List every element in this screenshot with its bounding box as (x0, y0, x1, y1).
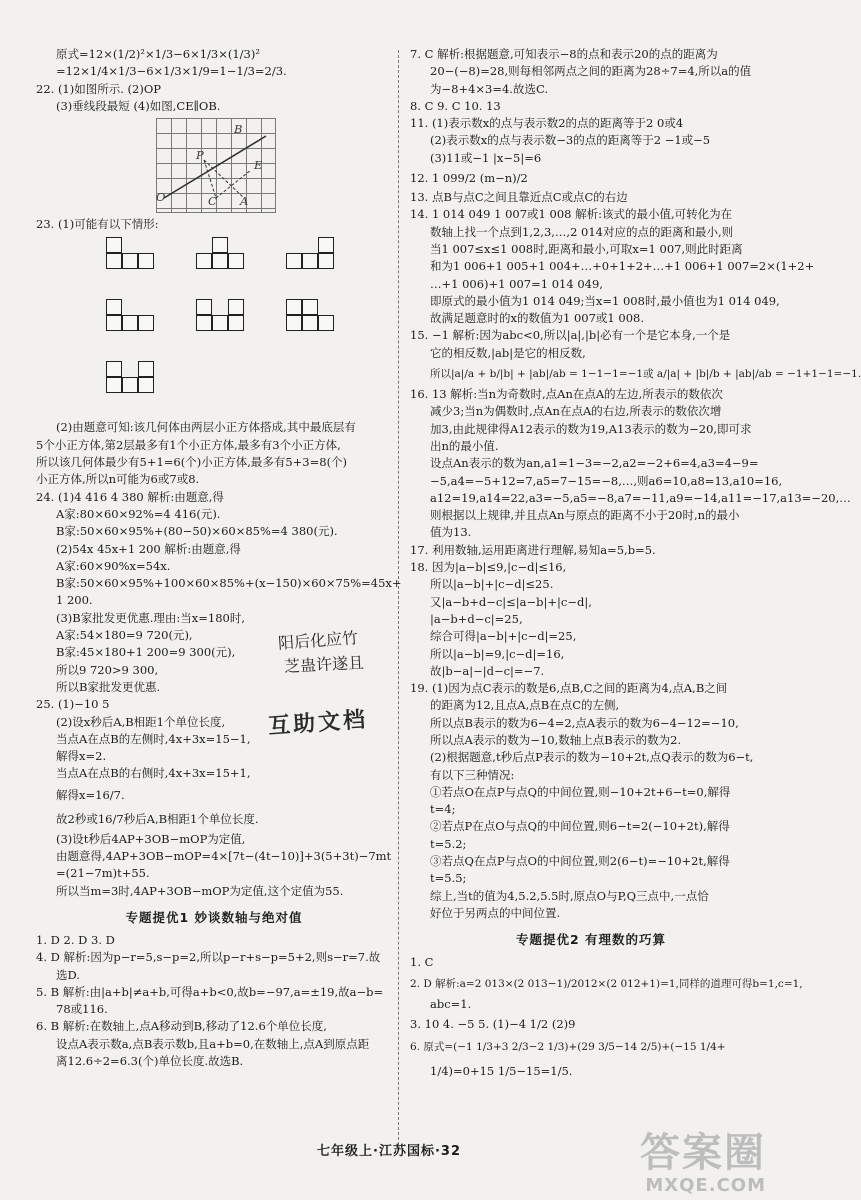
q24-7: 1 200. (56, 593, 93, 608)
q22-line-1: 22. (1)如图所示. (2)OP (36, 81, 162, 96)
handwriting-line-2: 芝蛊许遂且 (283, 652, 365, 677)
footer-text: 七年级上·江苏国标·32 (317, 1144, 461, 1159)
r14e: …+1 006)+1 007=1 014 049, (430, 276, 603, 291)
r18e: 综合可得|a−b|+|c−d|=25, (430, 629, 577, 644)
s1-line-5b: 78或116. (56, 1002, 108, 1017)
r19j: t=5.2; (430, 836, 467, 851)
r16f: −5,a4=−5+12=7,a5=7−15=−8,…,则a6=10,a8=13,a10=16, (430, 473, 783, 488)
s1-line-4: 4. D 解析:因为p−r=5,s−p=2,所以p−r+s−p=5+2,则s−r=7.故 (36, 950, 381, 965)
q22-figure (36, 118, 392, 213)
r14b: 数轴上找一个点到1,2,3,…,2 014对应的点的距离和最小,则 (430, 224, 734, 239)
r18b: 所以|a−b|+|c−d|≤25. (430, 577, 554, 592)
r14g: 故满足题意时的x的数值为1 007或1 008. (430, 311, 644, 326)
s1-line-6: 6. B 解析:在数轴上,点A移动到B,移动了12.6个单位长度, (36, 1019, 327, 1034)
r18g: 故|b−a|−|d−c|=−7. (430, 663, 545, 678)
r15a: 15. −1 解析:因为abc<0,所以|a|,|b|必有一个是它本身,一个是 (410, 328, 731, 343)
r11c: (3)11或−1 |x−5|=6 (430, 150, 542, 165)
r14d: 和为1 006+1 005+1 004+…+0+1+2+…+1 006+1 007=2×(1+2+ (430, 259, 815, 274)
r18f: 所以|a−b|=9,|c−d|=16, (430, 646, 565, 661)
r16e: 设点An表示的数为an,a1=1−3=−2,a2=−2+6=4,a3=4−9= (430, 456, 759, 471)
s2-line-1: 1. C (410, 955, 434, 970)
label-O: O (156, 190, 166, 205)
r19k: ③若点Q在点P与点O的中间位置,则2(6−t)=−10+2t,解得 (430, 854, 730, 869)
q24-10: B家:45×180+1 200=9 300(元), (56, 645, 236, 660)
q24-4: (2)54x 45x+1 200 解析:由题意,得 (56, 541, 241, 556)
r14a: 14. 1 014 049 1 007或1 008 解析:该式的最小值,可转化为在 (410, 207, 733, 222)
q25-6: 解得x=16/7. (56, 787, 125, 802)
r19l: t=5.5; (430, 871, 467, 886)
q24-8: (3)B家批发更优惠.理由:当x=180时, (56, 610, 245, 625)
q25-4: 解得x=2. (56, 749, 107, 764)
r7a: 7. C 解析:根据题意,可知表示−8的点和表示20的点的距离为 (410, 47, 718, 61)
r17: 17. 利用数轴,运用距离进行理解,易知a=5,b=5. (410, 542, 656, 557)
r12: 12. 1 099/2 (m−n)/2 (410, 171, 528, 186)
r16i: 值为13. (430, 525, 472, 540)
label-P: P (196, 148, 204, 163)
r19f: 有以下三种情况: (430, 767, 515, 782)
q25-9: 由题意得,4AP+3OB−mOP=4×[7t−(4t−10)]+3(5+3t)−7mt (56, 849, 392, 864)
s1-line-6c: 离12.6÷2=6.3(个)单位长度.故选B. (56, 1053, 244, 1068)
s2-line-6a: 6. 原式=(−1 1/3+3 2/3−2 1/3)+(29 3/5−14 2/5)+(−15 1/4+ (410, 1040, 726, 1053)
label-C: C (208, 194, 217, 209)
q23-b2: 5个小正方体,第2层最多有1个小正方体,最多有3个小正方体, (36, 437, 341, 452)
column-divider (398, 50, 399, 1145)
watermark-top: 答案圈 (640, 1130, 766, 1176)
watermark-bottom: MXQE.COM (645, 1175, 766, 1196)
r7c: 为−8+4×3=4.故选C. (430, 81, 549, 96)
q23-b4: 小正方体,所以n可能为6或7或8. (36, 472, 200, 487)
q23-line-1: 23. (1)可能有以下情形: (36, 217, 159, 232)
r15c: 所以|a|/a + b/|b| + |ab|/ab = 1−1−1=−1或 a/|a| + |b|/b + |ab|/ab = −1+1−1=−1. (430, 368, 861, 381)
q25-3: 当点A在点B的左侧时,4x+3x=15−1, (56, 731, 251, 746)
s1-line-4b: 选D. (56, 967, 80, 982)
r16g: a12=19,a14=22,a3=−5,a5=−8,a7=−11,a9=−14,a11=−17,a13=−20,… (430, 490, 851, 505)
q23-b1: (2)由题意可知:该几何体由两层小正方体搭成,其中最底层有 (56, 420, 356, 435)
r19d: 所以点A表示的数为−10,数轴上点B表示的数为2. (430, 732, 682, 747)
r11b: (2)表示数x的点与表示数−3的点的距离等于2 −1或−5 (430, 133, 711, 148)
left-column (36, 46, 402, 1070)
section-title-1: 专题提优1 妙谈数轴与绝对值 (125, 909, 303, 925)
q25-7: 故2秒或16/7秒后A,B相距1个单位长度. (56, 811, 259, 826)
segment-PA (204, 160, 244, 198)
q22-line-2: (3)垂线段最短 (4)如图,CE∥OB. (56, 98, 221, 113)
label-E: E (254, 158, 263, 173)
r19e: (2)根据题意,t秒后点P表示的数为−10+2t,点Q表示的数为6−t, (430, 750, 754, 765)
r13: 13. 点B与点C之间且靠近点C或点C的右边 (410, 190, 628, 205)
r19n: 好位于另两点的中间位置. (430, 905, 561, 920)
r19i: ②若点P在点O与点Q的中间位置,则6−t=2(−10+2t),解得 (430, 819, 730, 834)
r18d: |a−b+d−c|=25, (430, 611, 523, 626)
s2-line-2b: abc=1. (430, 996, 472, 1011)
r16h: 则根据以上规律,并且点An与原点的距离不小于20时,n的最小 (430, 508, 740, 523)
r16d: 出n的最小值. (430, 438, 499, 453)
s1-line-5: 5. B 解析:由|a+b|≠a+b,可得a+b<0,故b=−97,a=±19,故a−b= (36, 984, 384, 999)
q24-9: A家:54×180=9 720(元), (56, 628, 193, 643)
q24-11: 所以9 720>9 300, (56, 662, 159, 677)
q22-grid (156, 118, 276, 213)
r16b: 减少3;当n为偶数时,点An在点A的右边,所表示的数依次增 (430, 404, 722, 419)
r19a: 19. (1)因为点C表示的数是6,点B,C之间的距离为4,点A,B之间 (410, 681, 728, 696)
s2-line-2a: 2. D 解析:a=2 013×(2 013−1)/2012×(2 012+1)=1,同样的道理可得b=1,c=1, (410, 977, 803, 990)
q24-2: A家:80×60×92%=4 416(元). (56, 506, 221, 521)
q24-12: 所以B家批发更优惠. (56, 679, 161, 694)
q24-1: 24. (1)4 416 4 380 解析:由题意,得 (36, 489, 224, 504)
q25-2: (2)设x秒后A,B相距1个单位长度, (56, 714, 226, 729)
q24-3: B家:50×60×95%+(80−50)×60×85%=4 380(元). (56, 524, 338, 539)
q25-10: =(21−7m)t+55. (56, 866, 150, 881)
eq-line-2: =12×1/4×1/3−6×1/3×1/9=1−1/3=2/3. (56, 64, 287, 79)
ray-OB (164, 136, 266, 198)
r18a: 18. 因为|a−b|≤9,|c−d|≤16, (410, 560, 567, 575)
r7b: 20−(−8)=28,则每相邻两点之间的距离为28÷7=4,所以a的值 (430, 64, 752, 79)
q25-5: 当点A在点B的右侧时,4x+3x=15+1, (56, 766, 251, 781)
segment-PC (204, 160, 216, 198)
r19g: ①若点O在点P与点Q的中间位置,则−10+2t+6−t=0,解得 (430, 784, 731, 799)
r8: 8. C 9. C 10. 13 (410, 98, 501, 113)
handwriting-stamp: 互助文档 (267, 707, 369, 740)
s1-line-1: 1. D 2. D 3. D (36, 932, 115, 947)
r14c: 当1 007≤x≤1 008时,距离和最小,可取x=1 007,则此时距离 (430, 241, 743, 256)
q25-1: 25. (1)−10 5 (36, 697, 110, 712)
right-column (410, 46, 861, 1083)
q25-8: (3)设t秒后4AP+3OB−mOP为定值, (56, 831, 246, 846)
r15b: 它的相反数,|ab|是它的相反数, (430, 345, 586, 360)
label-B: B (234, 122, 243, 137)
q24-6: B家:50×60×95%+100×60×85%+(x−150)×60×75%=45x+ (56, 576, 402, 591)
r19c: 所以点B表示的数为6−4=2,点A表示的数为6−4−12=−10, (430, 715, 739, 730)
r19h: t=4; (430, 802, 456, 817)
label-A: A (240, 194, 249, 209)
s2-line-3: 3. 10 4. −5 5. (1)−4 1/2 (2)9 (410, 1016, 576, 1031)
r14f: 即原式的最小值为1 014 049;当x=1 008时,最小值也为1 014 049, (430, 293, 780, 308)
r19m: 综上,当t的值为4,5.2,5.5时,原点O与P,Q三点中,一点恰 (430, 888, 709, 903)
r16a: 16. 13 解析:当n为奇数时,点An在点A的左边,所表示的数依次 (410, 387, 723, 402)
watermark (640, 1131, 766, 1196)
section-title-2: 专题提优2 有理数的巧算 (515, 932, 667, 948)
s2-line-6b: 1/4)=0+15 1/5−15=1/5. (430, 1063, 573, 1078)
eq-line-1: 原式=12×(1/2)²×1/3−6×1/3×(1/3)² (56, 47, 260, 61)
r16c: 加3,由此规律得A12表示的数为19,A13表示的数为−20,即可求 (430, 421, 752, 436)
q23-b3: 所以该几何体最少有5+1=6(个)小正方体,最多有5+3=8(个) (36, 455, 348, 470)
handwriting-line-1: 阳后化应竹 (277, 628, 359, 653)
s1-line-6b: 设点A表示数a,点B表示数b,且a+b=0,在数轴上,点A到原点距 (56, 1036, 370, 1051)
q23-shapes (106, 233, 392, 419)
r19b: 的距离为12,且点A,点B在点C的左侧, (430, 698, 620, 713)
r18c: 又|a−b+d−c|≤|a−b|+|c−d|, (430, 594, 592, 609)
q24-5: A家:60×90%x=54x. (56, 558, 171, 573)
q25-11: 所以当m=3时,4AP+3OB−mOP为定值,这个定值为55. (56, 883, 344, 898)
r11a: 11. (1)表示数x的点与表示数2的点的距离等于2 0或4 (410, 116, 684, 131)
